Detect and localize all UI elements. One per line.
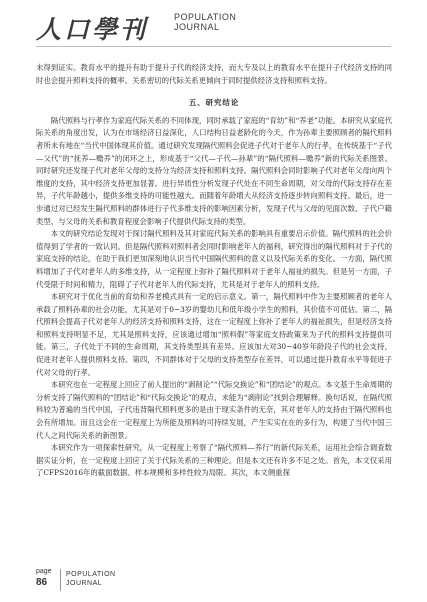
article-body — [36, 62, 392, 480]
footer-divider — [60, 569, 61, 591]
page-number: 86 — [36, 577, 48, 588]
journal-name-line1: POPULATION — [174, 12, 237, 22]
page-footer — [36, 568, 236, 596]
header-divider — [36, 46, 391, 47]
body-paragraph: 本研究也在一定程度上回应了前人提出的“剥削论”“代际交换论”和“团结论”的观点。本文基于生命周期的分析支持了隔代照料的“团结论”和“代际交换论”的观点，未能为“剥削论”找到合理解释。换句话说，在隔代照料较为普遍的当代中国，子代违背隔代照料更多的是由于现实条件的无奈，其对老年人的支持由于隔代照料也会有所增加。而且这会在一定程度上为所能及照料的可持续发展，产生实实在在的多行为，构建了当代中国三代人之间代际关系的新图景。 — [36, 380, 392, 440]
intro-paragraph: 未得到证实。教育水平的提升有助于提升子代的经济支持，而大专及以上的教育水平在提升子代经济支持的同时也会提升照料支持的概率。关系密切的代际关系更倾向于同时提供经济支持和照料支持。 — [36, 63, 392, 85]
footer-journal-line2: JOURNAL — [66, 580, 103, 587]
body-paragraph: 本文的研究结论发现对于探讨隔代照料及其对家庭代际关系的影响具有重要启示价值。隔代照料的社会价值得到了学者的一致认同。但是隔代照料对照料者会同时影响老年人的福利，研究得出的隔代照料对于子代的家庭支持的结论，在助于我们更加深刻地认识当代中国隔代照料的意义以及代际关系的变化。一方面，隔代照料增加了子代对老年人的多维支持，从一定程度上弥补了隔代照料对于老年人福祉的损失。但是另一方面，子代受限于时间和精力，阻碍了子代对老年人的代际支持，尤其是对于老年人的照料支持。 — [36, 229, 392, 289]
journal-name-line2: JOURNAL — [174, 22, 220, 32]
journal-name-english — [174, 12, 236, 32]
footer-journal-line1: POPULATION — [66, 571, 116, 578]
body-paragraph: 本研究对于优化当前的育幼和养老模式具有一定的启示意义。第一，隔代照料中作为主要照顾者的老年人承载了照料孙辈的社会功能，尤其是对于0~3岁的婴幼儿和低年级小学生的照料，其价值不可低估。第二，隔代照料会提高子代对老年人的经济支持和照料支持，这在一定程度上弥补了老年人的福祉损失，但是经济支持和照料支持明显不足，尤其是照料支持，应该通过增加“照料假”等家庭支持政策来为子代的照料支持提供可能。第三，子代处于不同的生命周期，其支持类型具有差异。应该加大对30~40岁年龄段子代的社会支持，促进对老年人提供照料支持。第四，不同群体对于父母的支持类型存在差异，可以通过提升教育水平等促进子代对父母的行孝。 — [36, 292, 392, 377]
journal-logo: 人口學刊 — [36, 15, 149, 44]
page-label: page — [36, 568, 52, 575]
body-paragraph: 本研究作为一项探索性研究，从一定程度上考察了“隔代照料—养行”的新代际关系，运用社会综合调查数据实证分析，在一定程度上回应了关于代际关系的三种理论。但是本文还有许多不足之处。首先，本文仅采用了CFPS2016年的截面数据、样本规模和多样性较为局限。其次，本文侧重探 — [36, 443, 392, 478]
journal-header — [0, 0, 427, 50]
footer-journal-name — [66, 570, 116, 588]
section-title: 五、研究结论 — [188, 98, 240, 108]
body-paragraph: 隔代照料与行孝作为家庭代际关系的不同体现，同时承载了家庭的“育幼”和“养老”功能。本研究从家庭代际关系的角度出发，认为在市场经济日益深化，人口结构日益老龄化的今天，作为孙辈主要照顾者的隔代照料者所未有地在“当代中国体现其价值。通过研究发现隔代照料会促进子代对于老年人的行孝，在传统基于“子代—父代”的“抚养—赡养”的闭环之上，形成基于“父代—子代—孙辈”的“隔代照料—赡养”新的代际关系图景。同时研究还发现子代对老年父母的支持分为经济支持和照料支持。隔代照料会同时影响子代对老年父母向两个维度的支持，其中经济支持更加显著。进行异质性分析发现子代处在不同生命周期，对父母的代际支持存在差异，子代年龄越小，提供多维支持的可能性越大。而随着年龄增大从经济支持逐步转向照料支持。最后，进一步通过对已经发生隔代照料的群体进行子代多维支持的影响因素分析，发现子代与父母的见面次数、子代户籍类型、与父母的关系和教育程度会影响子代提供代际支持的类型。 — [36, 115, 392, 226]
